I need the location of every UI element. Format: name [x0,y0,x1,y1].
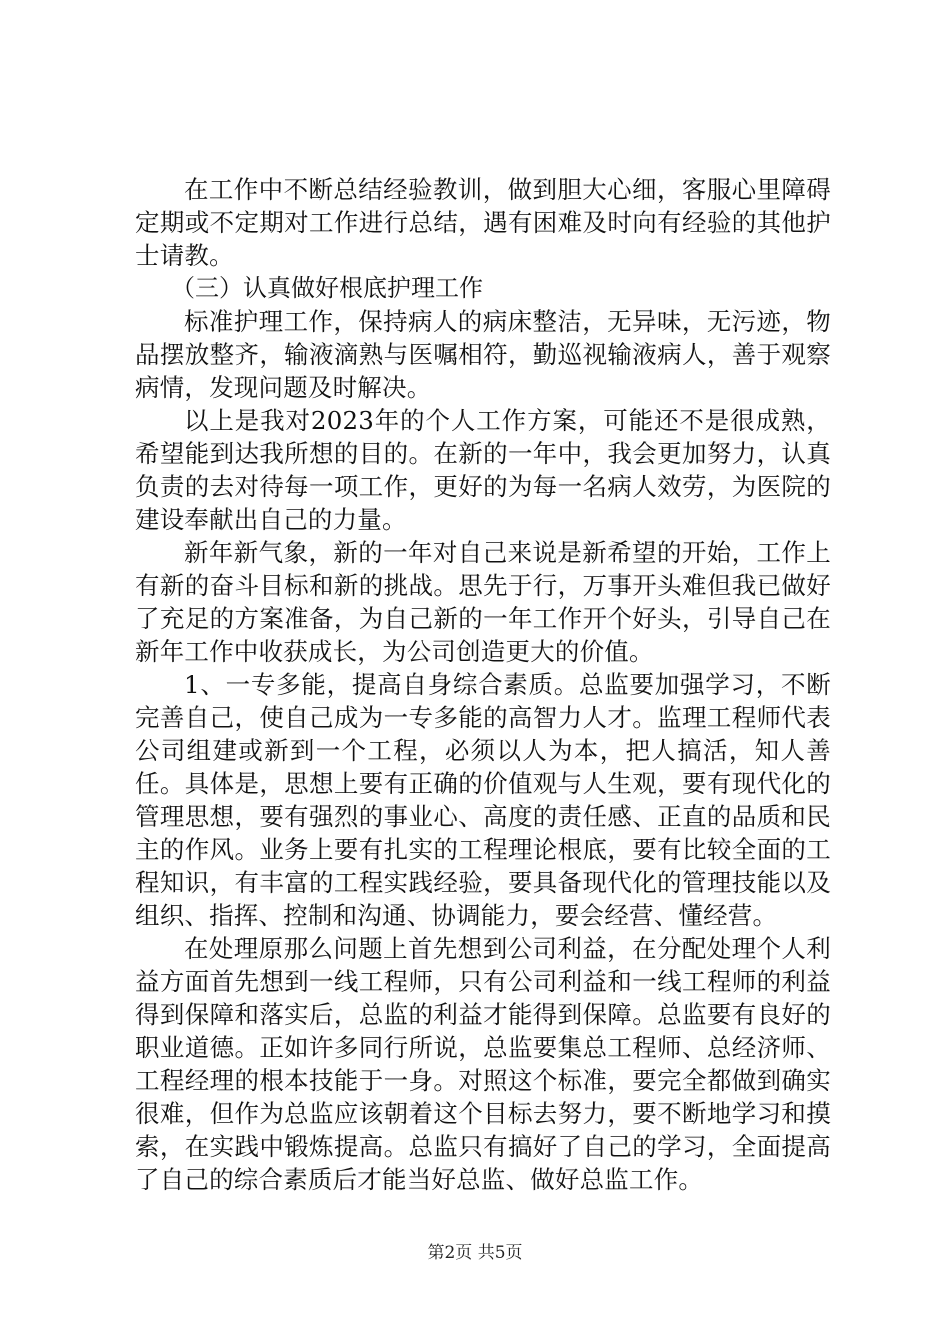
document-body [135,173,831,1196]
section-heading-basic-nursing: （三）认真做好根底护理工作 [171,274,483,302]
paragraph-work-summary: 在工作中不断总结经验教训，做到胆大心细，客服心里障碍定期或不定期对工作进行总结，遇有困难及时向有经验的其他护士请教。 [135,175,831,270]
paragraph-multi-skill: 1、一专多能，提高自身综合素质。总监要加强学习，不断完善自己，使自己成为一专多能的高智力人才。监理工程师代表公司组建或新到一个工程，必须以人为本，把人搞活，知人善任。具体是，思想上要有正确的价值观与人生观，要有现代化的管理思想，要有强烈的事业心、高度的责任感、正直的品质和民主的作风。业务上要有扎实的工程理论根底，要有比较全面的工程知识，有丰富的工程实践经验，要具备现代化的管理技能以及组织、指挥、控制和沟通、协调能力，要会经营、懂经营。 [135,670,831,930]
paragraph-standard-nursing: 标准护理工作，保持病人的病床整洁，无异味，无污迹，物品摆放整齐，输液滴熟与医嘱相符，勤巡视输液病人，善于观察病情，发现问题及时解决。 [135,307,831,402]
paragraph-company-interest: 在处理原那么问题上首先想到公司利益，在分配处理个人利益方面首先想到一线工程师，只有公司利益和一线工程师的利益得到保障和落实后，总监的利益才能得到保障。总监要有良好的职业道德。正如许多同行所说，总监要集总工程师、总经济师、工程经理的根本技能于一身。对照这个标准，要完全都做到确实很难，但作为总监应该朝着这个目标去努力，要不断地学习和摸索，在实践中锻炼提高。总监只有搞好了自己的学习，全面提高了自己的综合素质后才能当好总监、做好总监工作。 [135,934,831,1194]
paragraph-new-year: 新年新气象，新的一年对自己来说是新希望的开始，工作上有新的奋斗目标和新的挑战。思先于行，万事开头难但我已做好了充足的方案准备，为自己新的一年工作开个好头，引导自己在新年工作中收获成长，为公司创造更大的价值。 [135,538,831,666]
paragraph-plan-conclusion: 以上是我对2023年的个人工作方案，可能还不是很成熟，希望能到达我所想的目的。在新的一年中，我会更加努力，认真负责的去对待每一项工作，更好的为每一名病人效劳，为医院的建设奉献出自己的力量。 [135,406,831,534]
page-number-footer: 第2页 共5页 [427,1243,523,1263]
